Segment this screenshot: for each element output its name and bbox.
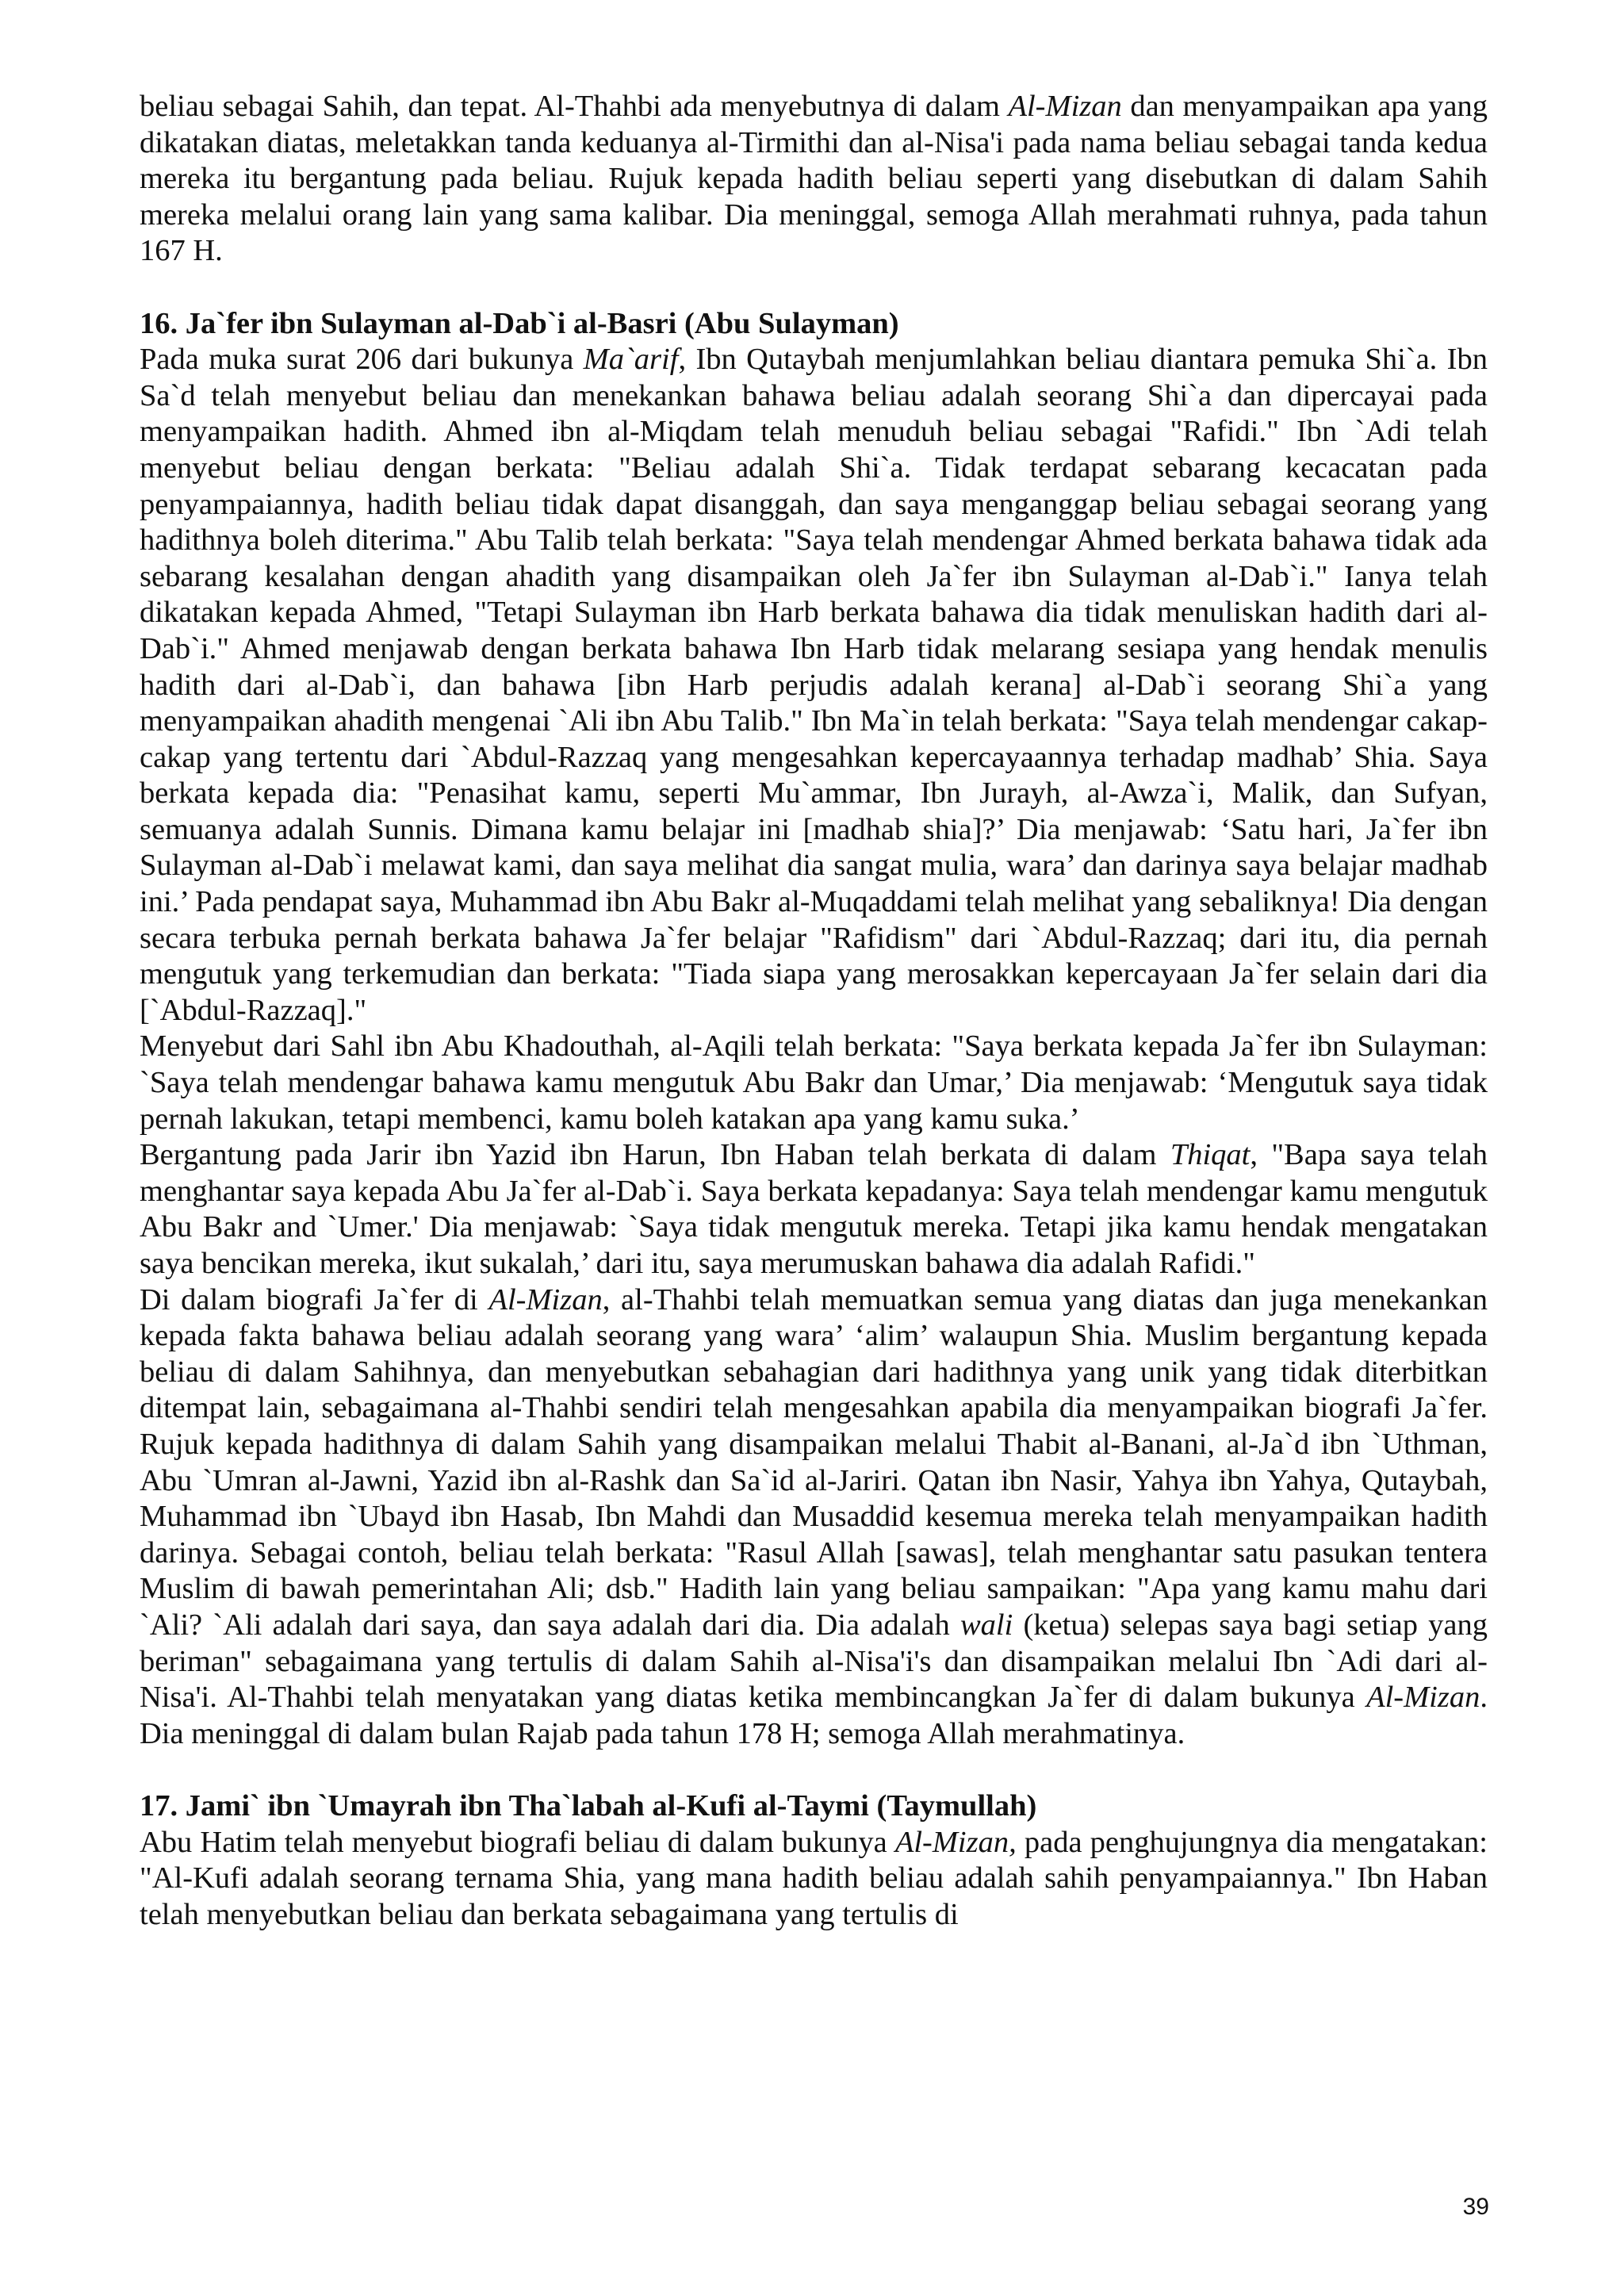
section-17-paragraph-1 <box>140 1825 1488 1934</box>
paragraph-text: Abu Hatim telah menyebut biografi beliau di dalam bukunya <box>140 1825 895 1859</box>
paragraph-text: beliau sebagai Sahih, dan tepat. Al-Thahbi ada menyebutnya di dalam <box>140 90 1009 123</box>
paragraph-gap <box>140 1752 1488 1788</box>
paragraph-text: pada penghujungnya dia mengatakan: "Al-Kufi adalah seorang ternama Shia, yang mana hadith beliau adalah sahih penyampaiannya." Ibn Haban telah menyebutkan beliau dan berkata sebagaimana yang tertulis di <box>140 1825 1488 1931</box>
paragraph-text: Di dalam biografi Ja`fer di <box>140 1282 489 1317</box>
document-page <box>140 89 1488 1933</box>
paragraph-text: , al-Thahbi telah memuatkan semua yang diatas dan juga menekankan kepada fakta bahawa beliau adalah seorang yang wara’ ‘alim’ walaupun Shia. Muslim bergantung kepada beliau di dalam Sahihnya, dan menyebutkan sebahagian dari hadithnya yang unik yang tidak diterbitkan ditempat lain, sebagaimana al-Thahbi sendiri telah mengesahkan apabila dia menyampaikan biografi Ja`fer. Rujuk kepada hadithnya di dalam Sahih yang disampaikan melalui Thabit al-Banani, al-Ja`d ibn `Uthman, Abu `Umran al-Jawni, Yazid ibn al-Rashk dan Sa`id al-Jariri. Qatan ibn Nasir, Yahya ibn Yahya, Qutaybah, Muhammad ibn `Ubayd ibn Hasab, Ibn Mahdi dan Musaddid kesemua mereka telah menyampaikan hadith darinya. Sebagai contoh, beliau telah berkata: "Rasul Allah [sawas], telah menghantar satu pasukan tentera Muslim di bawah pemerintahan Ali; dsb." Hadith lain yang beliau sampaikan: "Apa yang kamu mahu dari `Ali? `Ali adalah dari saya, dan saya adalah dari dia. Dia adalah <box>140 1282 1488 1642</box>
section-16-paragraph-2: Menyebut dari Sahl ibn Abu Khadouthah, al-Aqili telah berkata: "Saya berkata kepada Ja`fer ibn Sulayman: `Saya telah mendengar bahawa kamu mengutuk Abu Bakr dan Umar,’ Dia menjawab: ‘Mengutuk saya tidak pernah lakukan, tetapi membenci, kamu boleh katakan apa yang kamu suka.’ <box>140 1029 1488 1136</box>
continued-paragraph <box>140 89 1488 270</box>
book-title: Al-Mizan <box>1366 1681 1480 1715</box>
paragraph-text: Bergantung pada Jarir ibn Yazid ibn Harun, Ibn Haban telah berkata di dalam <box>140 1138 1170 1172</box>
section-16-paragraph-4 <box>140 1282 1488 1753</box>
paragraph-text: Pada muka surat 206 dari bukunya <box>140 343 584 377</box>
paragraph-gap <box>140 270 1488 306</box>
italic-term: wali <box>959 1608 1013 1642</box>
section-heading-17: 17. Jami` ibn `Umayrah ibn Tha`labah al-Kufi al-Taymi (Taymullah) <box>140 1788 1037 1823</box>
paragraph-text: , "Bapa saya telah menghantar saya kepada Abu Ja`fer al-Dab`i. Saya berkata kepadanya: Saya telah mendengar kamu mengutuk Abu Bakr and `Umer.' Dia menjawab: `Saya tidak mengutuk mereka. Tetapi jika kamu hendak mengatakan saya bencikan mereka, ikut sukalah,’ dari itu, saya merumuskan bahawa dia adalah Rafidi." <box>140 1138 1488 1280</box>
section-16-paragraph-3 <box>140 1137 1488 1282</box>
paragraph-text: (ketua) selepas saya bagi setiap yang beriman" sebagaimana yang tertulis di dalam Sahih al-Nisa'i's dan disampaikan melalui Ibn `Adi dari al-Nisa'i. Al-Thahbi telah menyatakan yang diatas ketika membincangkan Ja`fer di dalam bukunya <box>140 1608 1488 1715</box>
page-number: 39 <box>1462 2194 1489 2220</box>
book-title: Al-Mizan <box>488 1282 603 1317</box>
section-16-paragraph-1 <box>140 342 1488 1029</box>
paragraph-text: . Dia meninggal di dalam bulan Rajab pada tahun 178 H; semoga Allah merahmatinya. <box>140 1681 1488 1750</box>
book-title: Al-Mizan <box>1008 90 1122 123</box>
book-title: Thiqat <box>1170 1138 1251 1172</box>
paragraph-text: dan menyampaikan apa yang dikatakan diatas, meletakkan tanda keduanya al-Tirmithi dan al-Nisa'i pada nama beliau sebagai tanda kedua mereka itu bergantung pada beliau. Rujuk kepada hadith beliau seperti yang disebutkan di dalam Sahih mereka melalui orang lain yang sama kalibar. Dia meninggal, semoga Allah merahmati ruhnya, pada tahun 167 H. <box>140 90 1488 268</box>
book-title: Al-Mizan, <box>894 1825 1017 1859</box>
section-heading-16: 16. Ja`fer ibn Sulayman al-Dab`i al-Basri (Abu Sulayman) <box>140 306 899 340</box>
paragraph-text: , Ibn Qutaybah menjumlahkan beliau diantara pemuka Shi`a. Ibn Sa`d telah menyebut beliau dan menekankan bahawa beliau adalah seorang Shi`a dan dipercayai pada menyampaikan hadith. Ahmed ibn al-Miqdam telah menuduh beliau sebagai "Rafidi." Ibn `Adi telah menyebut beliau dengan berkata: "Beliau adalah Shi`a. Tidak terdapat sebarang kecacatan pada penyampaiannya, hadith beliau tidak dapat disanggah, dan saya menganggap beliau sebagai seorang yang hadithnya boleh diterima." Abu Talib telah berkata: "Saya telah mendengar Ahmed berkata bahawa tidak ada sebarang kesalahan dengan ahadith yang disampaikan oleh Ja`fer ibn Sulayman al-Dab`i." Ianya telah dikatakan kepada Ahmed, "Tetapi Sulayman ibn Harb berkata bahawa dia tidak menuliskan hadith dari al-Dab`i." Ahmed menjawab dengan berkata bahawa Ibn Harb tidak melarang sesiapa yang hendak menulis hadith dari al-Dab`i, dan bahawa [ibn Harb perjudis adalah kerana] al-Dab`i seorang Shi`a yang menyampaikan ahadith mengenai `Ali ibn Abu Talib." Ibn Ma`in telah berkata: "Saya telah mendengar cakap-cakap yang tertentu dari `Abdul-Razzaq yang mengesahkan kepercayaannya terhadap madhab’ Shia. Saya berkata kepada dia: "Penasihat kamu, seperti Mu`ammar, Ibn Jurayh, al-Awza`i, Malik, dan Sufyan, semuanya adalah Sunnis. Dimana kamu belajar ini [madhab shia]?’ Dia menjawab: ‘Satu hari, Ja`fer ibn Sulayman al-Dab`i melawat kami, dan saya melihat dia sangat mulia, wara’ dan darinya saya belajar madhab ini.’ Pada pendapat saya, Muhammad ibn Abu Bakr al-Muqaddami telah melihat yang sebaliknya! Dia dengan secara terbuka pernah berkata bahawa Ja`fer belajar "Rafidism" dari `Abdul-Razzaq; dari itu, dia pernah mengutuk yang terkemudian dan berkata: "Tiada siapa yang merosakkan kepercayaan Ja`fer selain dari dia [`Abdul-Razzaq]." <box>140 343 1488 1027</box>
book-title: Ma`arif <box>583 343 679 377</box>
